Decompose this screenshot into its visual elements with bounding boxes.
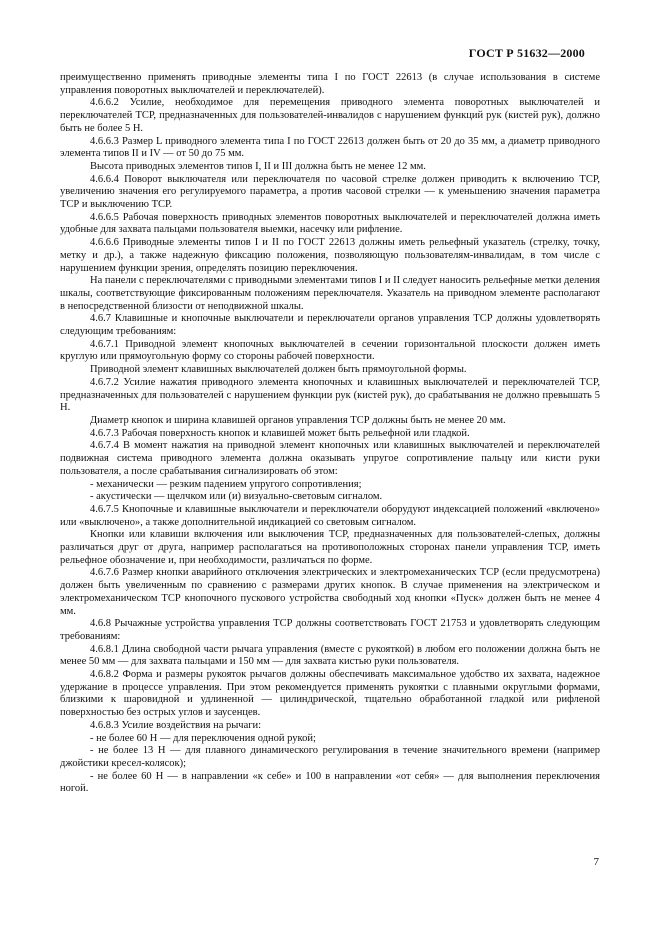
document-header: ГОСТ Р 51632—2000 — [468, 46, 585, 60]
paragraph: 4.6.6.4 Поворот выключателя или переключателя по часовой стрелке должен приводить к включению ТСР, увеличению значения его регулируемого параметра, а против часовой стрелки — к уменьшению значения параметра ТСР и выключению ТСР. — [60, 173, 600, 211]
paragraph: 4.6.7.1 Приводной элемент кнопочных выключателей в сечении горизонтальной плоскости должен иметь круглую или прямоугольную форму со стороны рабочей поверхности. — [60, 338, 600, 363]
list-item: - акустически — щелчком или (и) визуально-световым сигналом. — [90, 491, 383, 503]
paragraph: Приводной элемент клавишных выключателей должен быть прямоугольной формы. — [90, 364, 467, 376]
paragraph: На панели с переключателями с приводными элементами типов I и II следует наносить рельефные метки деления шкалы, соответствующие фиксированным положениям переключателя. Указатель на приводном элементе располагают в непосредственной близости от неподвижной шкалы. — [60, 275, 600, 312]
list-item: - не более 60 Н — для переключения одной рукой; — [90, 732, 316, 744]
paragraph: 4.6.7 Клавишные и кнопочные выключатели и переключатели органов управления ТСР должны удовлетворять следующим требованиям: — [60, 313, 600, 338]
paragraph: 4.6.6.5 Рабочая поверхность приводных элементов поворотных выключателей и переключателей должна иметь удобные для захвата пальцами пользователя выемки, насечку или рифление. — [60, 211, 600, 236]
paragraph: 4.6.7.4 В момент нажатия на приводной элемент кнопочных или клавишных выключателей и переключателей подвижная система приводного элемента должна оказывать упругое сопротивление пальцу или кисти руки пользователя, а после срабатывания сигнализировать об этом: — [60, 440, 600, 477]
paragraph: 4.6.7.6 Размер кнопки аварийного отключения электрических и электромеханических ТСР (если предусмотрена) должен быть увеличенным по сравнению с размерами других кнопок. В случае применения на электрическом и электромеханическом ТСР кнопочного пускового устройства свободный ход кнопки «Пуск» должен быть не менее 4 мм. — [60, 567, 600, 617]
paragraph: преимущественно применять приводные элементы типа I по ГОСТ 22613 (в случае использования в системе управления поворотных выключателей и переключателей). — [60, 72, 600, 96]
paragraph: 4.6.7.3 Рабочая поверхность кнопок и клавишей может быть рельефной или гладкой. — [90, 427, 470, 439]
paragraph: Кнопки или клавиши включения или выключения ТСР, предназначенных для пользователей-слепых, должны различаться друг от друга, например располагаться на противоположных сторонах панели управления ТСР, иметь рельефное обозначение и, при необходимости, различаться по форме. — [60, 529, 600, 566]
paragraph: 4.6.8 Рычажные устройства управления ТСР должны соответствовать ГОСТ 21753 и удовлетворять следующим требованиям: — [60, 618, 600, 642]
paragraph: Высота приводных элементов типов I, II и III должна быть не менее 12 мм. — [90, 160, 426, 172]
list-item: - механически — резким падением упругого сопротивления; — [90, 478, 362, 490]
page-number: 7 — [593, 856, 599, 868]
paragraph: 4.6.6.3 Размер L приводного элемента типа I по ГОСТ 22613 должен быть от 20 до 35 мм, а диаметр приводного элемента типов II и IV — от 50 до 75 мм. — [60, 135, 600, 160]
list-item: - не более 60 Н — в направлении «к себе» и 100 в направлении «от себя» — для выполнения переключения ногой. — [60, 770, 600, 795]
paragraph: 4.6.8.1 Длина свободной части рычага управления (вместе с рукояткой) в любом его положении должна быть не менее 50 мм — для захвата пальцами и 150 мм — для захвата кистью руки пользователя. — [60, 643, 600, 668]
list-item: - не более 13 Н — для плавного динамического регулирования в течение значительного времени (например джойстики кресел-колясок); — [60, 745, 600, 769]
paragraph: 4.6.7.2 Усилие нажатия приводного элемента кнопочных и клавишных выключателей и переключателей ТСР, предназначенных для пользователей с нарушением функции рук (кистей рук), до срабатывания не должно превышать 5 Н. — [60, 376, 600, 414]
document-body — [60, 72, 600, 796]
paragraph: 4.6.8.2 Форма и размеры рукояток рычагов должны обеспечивать максимальное удобство их захвата, надежное удержание в процессе управления. При этом рекомендуется применять рукоятки с плавными округлыми формами, близкими к шаровидной и удлиненной — цилиндрической, тщательно обработанной гладкой или рифленой поверхностью без острых углов и заусенцев. — [60, 669, 600, 719]
paragraph: Диаметр кнопок и ширина клавишей органов управления ТСР должны быть не менее 20 мм. — [90, 414, 506, 426]
paragraph: 4.6.6.6 Приводные элементы типов I и II по ГОСТ 22613 должны иметь рельефный указатель (стрелку, точку, метку и др.), а также надежную фиксацию положения, позволяющую пользователям-инвалидам, в том числе с нарушением функции зрения, определять позицию переключения. — [60, 237, 600, 274]
paragraph: 4.6.7.5 Кнопочные и клавишные выключатели и переключатели оборудуют индексацией положений «включено» или «выключено», а также дополнительной индикацией со световым сигналом. — [60, 503, 600, 528]
paragraph: 4.6.8.3 Усилие воздействия на рычаги: — [90, 719, 262, 731]
paragraph: 4.6.6.2 Усилие, необходимое для перемещения приводного элемента поворотных выключателей и переключателей ТСР, предназначенных для пользователей-инвалидов с нарушением функций рук (кистей рук), должно быть не более 5 Н. — [60, 97, 600, 134]
